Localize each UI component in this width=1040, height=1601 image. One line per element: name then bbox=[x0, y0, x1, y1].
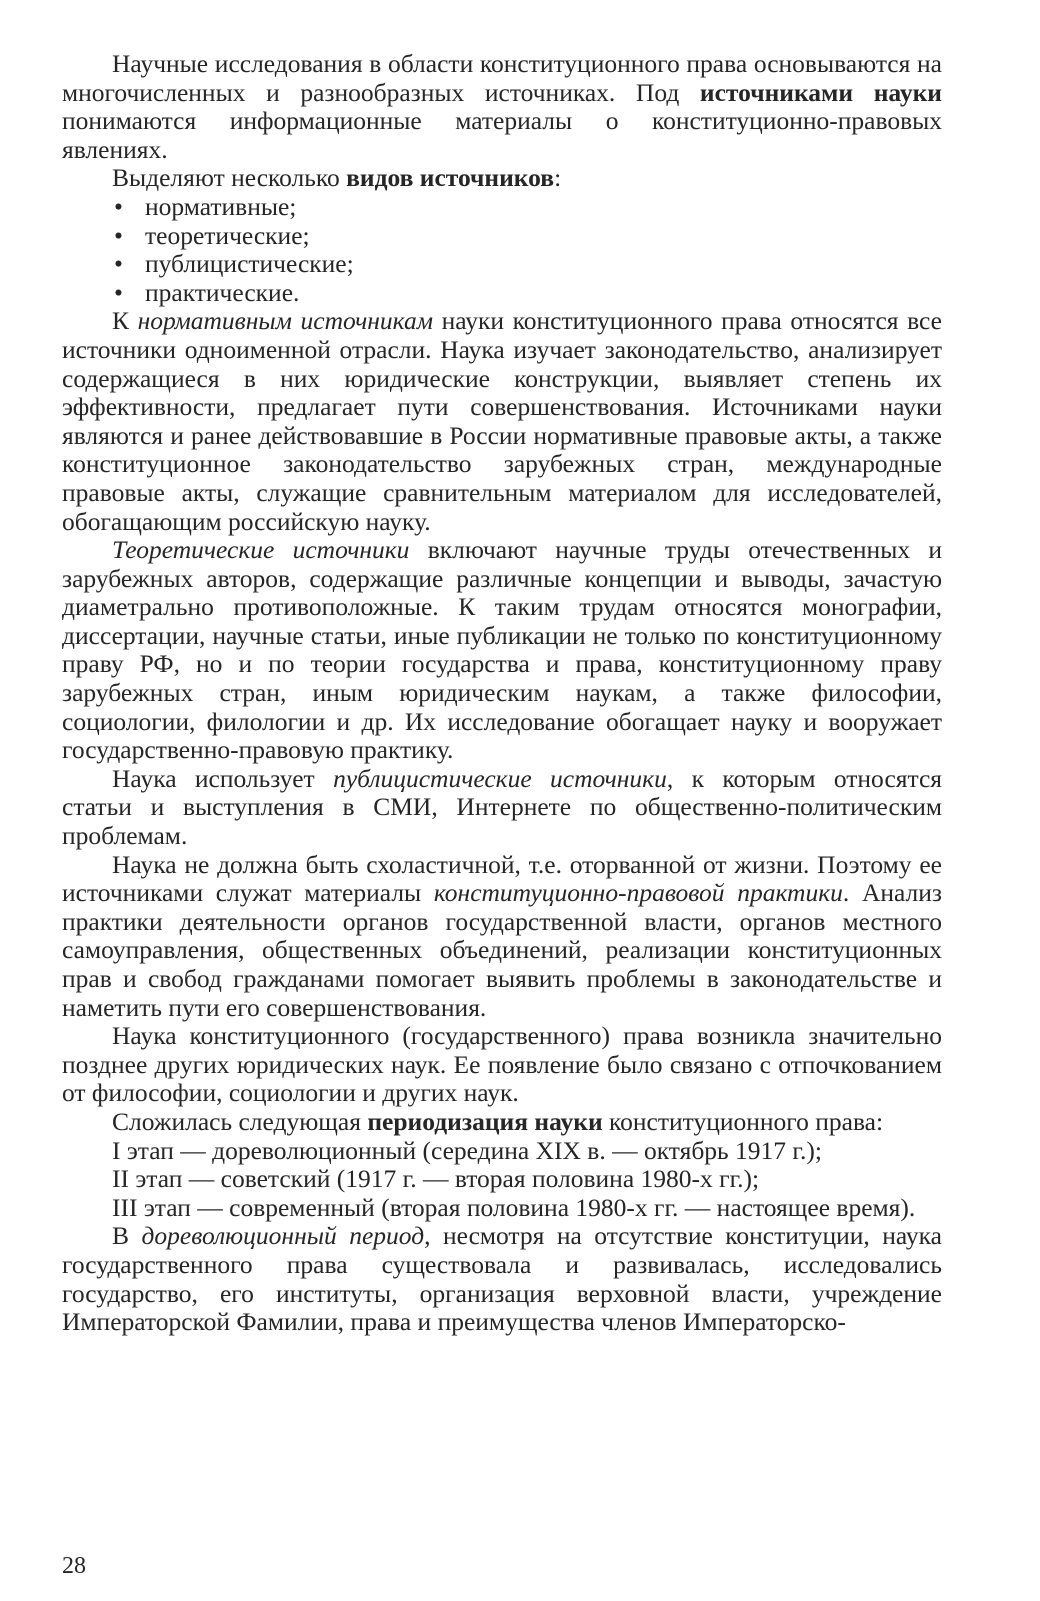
list-item: • публицистические; bbox=[114, 249, 354, 279]
term-normative-sources: нормативным источникам bbox=[137, 306, 433, 336]
term-theoretical-sources: Теоретические источники bbox=[112, 535, 410, 565]
source-types-list bbox=[62, 193, 942, 307]
stage-3: III этап — современный (вторая половина 1980-х гг. — настоящее время). bbox=[112, 1192, 916, 1222]
list-item: • теоретические; bbox=[114, 220, 310, 250]
term-prerevolutionary-period: дореволюционный период bbox=[141, 1221, 425, 1251]
bullet-icon: • bbox=[114, 277, 123, 307]
paragraph-science-origin: Наука конституционного (государственного) права возникла значительно позднее других юридических наук. Ее появление было связано с отпочкованием от философии, социологии и других наук. bbox=[62, 1021, 942, 1108]
list-item: • нормативные; bbox=[114, 191, 297, 221]
bullet-icon: • bbox=[114, 249, 123, 279]
paragraph-practice-sources: Наука не должна быть схоластичной, т.е. оторванной от жизни. Поэтому ее источниками служат материалы конституционно-правовой практики. Анализ практики деятельности органов государственной власти, органов местного самоуправления, общественных объединений, реализации конституционных прав и свобод гражданами помогает выявить проблемы в законодательстве и наметить пути его совершенствования. bbox=[62, 849, 942, 1022]
term-constitutional-practice: конституционно-правовой практики bbox=[433, 878, 843, 908]
paragraph-periodization: Сложилась следующая периодизация науки конституционного права: bbox=[112, 1106, 884, 1136]
term-source-types: видов источников bbox=[346, 163, 555, 193]
term-sources-of-science: источниками науки bbox=[699, 77, 942, 107]
paragraph-sources-intro: Научные исследования в области конституционного права основываются на многочисленных и разнообразных источниках. Под источниками науки понимаются информационные материалы о конституционно-правовых явлениях. bbox=[62, 49, 942, 164]
bullet-icon: • bbox=[114, 220, 123, 250]
paragraph-theoretical-sources: Теоретические источники включают научные труды отечественных и зарубежных авторов, содержащие различные концепции и выводы, зачастую диаметрально противоположные. К таким трудам относятся монографии, диссертации, научные статьи, иные публикации не только по конституционному праву РФ, но и по теории государства и права, конституционному праву зарубежных стран, иным юридическим наукам, а также философии, социологии, филологии и др. Их исследование обогащает науку и вооружает государственно-правовую практику. bbox=[62, 535, 942, 765]
term-periodization: периодизация науки bbox=[367, 1106, 603, 1136]
paragraph-publicistic-sources: Наука использует публицистические источники, к которым относятся статьи и выступления в СМИ, Интернете по общественно-политическим проблемам. bbox=[62, 763, 942, 851]
bullet-icon: • bbox=[114, 191, 123, 221]
paragraph-prerevolutionary: В дореволюционный период, несмотря на отсутствие конституции, наука государственного права существовала и развивалась, исследовались государство, его институты, организация верховной власти, учреждение Императорской Фамилии, права и преимущества членов Императорско- bbox=[62, 1221, 942, 1337]
stage-2: II этап — советский (1917 г. — вторая половина 1980-х гг.); bbox=[112, 1164, 760, 1194]
paragraph-source-types: Выделяют несколько видов источников: bbox=[112, 163, 562, 193]
list-item: • практические. bbox=[114, 277, 300, 307]
term-publicistic-sources: публицистические источники bbox=[333, 763, 667, 793]
page-body bbox=[62, 50, 942, 1337]
paragraph-normative-sources: К нормативным источникам науки конституционного права относятся все источники одноименной отрасли. Наука изучает законодательство, анализирует содержащиеся в них юридические конструкции, выявляет степень их эффективности, предлагает пути совершенствования. Источниками науки являются и ранее действовавшие в России нормативные правовые акты, а также конституционное законодательство зарубежных стран, международные правовые акты, служащие сравнительным материалом для исследователей, обогащающим российскую науку. bbox=[62, 306, 942, 536]
stage-1: I этап — дореволюционный (середина XIX в. — октябрь 1917 г.); bbox=[112, 1135, 822, 1165]
page-number: 28 bbox=[62, 1553, 86, 1579]
